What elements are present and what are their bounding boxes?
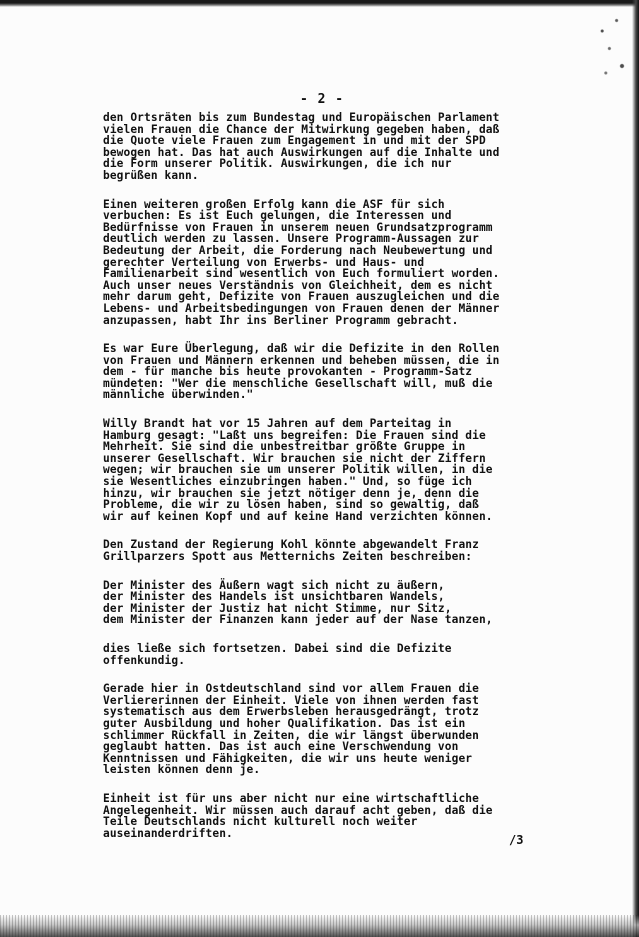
text-line: wegen; wir brauchen sie um unserer Politik willen, in die <box>103 463 493 477</box>
next-page-reference: /3 <box>509 833 524 847</box>
paragraph <box>103 580 535 626</box>
text-line: geglaubt hatten. Das ist auch eine Verschwendung von <box>103 740 459 754</box>
paragraph <box>103 343 535 401</box>
paragraph <box>103 683 535 776</box>
text-line: dem - für manche bis heute provokanten - Programm-Satz <box>103 365 473 379</box>
text-line: offenkundig. <box>103 653 186 667</box>
text-line: vielen Frauen die Chance der Mitwirkung gegeben haben, daß <box>103 122 500 136</box>
paragraph <box>103 643 535 666</box>
text-line: Kenntnissen und Fähigkeiten, die wir uns heute weniger <box>103 751 473 765</box>
text-line: Grillparzers Spott aus Metternichs Zeiten beschreiben: <box>103 550 473 563</box>
paragraph <box>103 539 535 562</box>
text-line: mündeten: "Wer die menschliche Gesellschaft will, muß die <box>103 376 493 390</box>
text-line: systematisch aus dem Erwerbsleben herausgedrängt, trotz <box>103 705 479 719</box>
text-line: Hamburg gesagt: "Laßt uns begreifen: Die Frauen sind die <box>103 428 486 442</box>
scan-bottom-edge <box>0 915 639 937</box>
text-line: Verliererinnen der Einheit. Viele von ihnen werden fast <box>103 693 479 707</box>
text-line: Bedürfnisse von Frauen in unserem neuen Grundsatzprogramm <box>103 220 493 234</box>
text-line: die Form unserer Politik. Auswirkungen, die ich nur <box>103 157 452 171</box>
text-line: schlimmer Rückfall in Zeiten, die wir längst überwunden <box>103 728 479 742</box>
document-body <box>103 112 535 856</box>
text-line: sie Wesentliches einzubringen haben." Und, so füge ich <box>103 475 473 489</box>
text-line: Lebens- und Arbeitsbedingungen von Frauen denen der Männer <box>103 301 500 315</box>
text-line: begrüßen kann. <box>103 168 199 182</box>
text-line: Familienarbeit sind wesentlich von Euch formuliert worden. <box>103 267 500 281</box>
text-line: deutlich werden zu lassen. Unsere Programm-Aussagen zur <box>103 232 479 246</box>
text-line: Bedeutung der Arbeit, die Forderung nach Neubewertung und <box>103 243 493 257</box>
text-line: unserer Gesellschaft. Wir brauchen sie nicht der Ziffern <box>103 451 486 465</box>
text-line: Probleme, die wir zu lösen haben, sind so gewaltig, daß <box>103 498 479 512</box>
text-line: guter Ausbildung und hoher Qualifikation. Das ist ein <box>103 716 466 730</box>
text-line: männliche überwinden." <box>103 388 254 402</box>
text-line: Der Minister des Äußern wagt sich nicht zu äußern, <box>103 578 445 592</box>
paragraph <box>103 112 535 182</box>
paragraph <box>103 199 535 327</box>
text-line: Gerade hier in Ostdeutschland sind vor allem Frauen die <box>103 682 479 696</box>
text-line: hinzu, wir brauchen sie jetzt nötiger denn je, denn die <box>103 486 479 500</box>
text-line: von Frauen und Männern erkennen und beheben müssen, die in <box>103 353 500 367</box>
text-line: den Ortsräten bis zum Bundestag und Europäischen Parlament <box>103 111 500 124</box>
scan-speckle <box>595 10 631 80</box>
scan-top-edge <box>0 0 639 7</box>
text-line: Auch unser neues Verständnis von Gleichheit, dem es nicht <box>103 278 493 292</box>
paragraph <box>103 418 535 522</box>
text-line: Den Zustand der Regierung Kohl könnte abgewandelt Franz <box>103 538 479 552</box>
text-line: Einheit ist für uns aber nicht nur eine wirtschaftliche <box>103 791 479 805</box>
text-line: Es war Eure Überlegung, daß wir die Defizite in den Rollen <box>103 342 500 356</box>
text-line: bewogen hat. Das hat auch Auswirkungen auf die Inhalte und <box>103 145 500 159</box>
text-line: verbuchen: Es ist Euch gelungen, die Interessen und <box>103 209 452 223</box>
text-line: dem Minister der Finanzen kann jeder auf der Nase tanzen, <box>103 613 493 627</box>
text-line: dies ließe sich fortsetzen. Dabei sind die Defizite <box>103 641 452 655</box>
text-line: auseinanderdriften. <box>103 826 233 840</box>
scan-right-edge <box>632 0 639 937</box>
text-line: leisten können denn je. <box>103 763 261 777</box>
paragraph <box>103 793 535 839</box>
text-line: gerechter Verteilung von Erwerbs- und Haus- und <box>103 255 425 269</box>
text-line: mehr darum geht, Defizite von Frauen auszugleichen und die <box>103 290 500 304</box>
text-line: wir auf keinen Kopf und auf keine Hand verzichten können. <box>103 509 493 523</box>
text-line: anzupassen, habt Ihr ins Berliner Programm gebracht. <box>103 313 459 327</box>
text-line: Angelegenheit. Wir müssen auch darauf acht geben, daß die <box>103 803 493 817</box>
text-line: Willy Brandt hat vor 15 Jahren auf dem Parteitag in <box>103 417 452 431</box>
text-line: Einen weiteren großen Erfolg kann die ASF für sich <box>103 197 445 211</box>
text-line: die Quote viele Frauen zum Engagement in und mit der SPD <box>103 134 486 148</box>
text-line: der Minister des Handels ist unsichtbaren Wandels, <box>103 590 445 604</box>
page-number: - 2 - <box>300 92 345 107</box>
text-line: der Minister der Justiz hat nicht Stimme, nur Sitz, <box>103 601 452 615</box>
text-line: Teile Deutschlands nicht kulturell noch weiter <box>103 815 418 829</box>
text-line: Mehrheit. Sie sind die unbestreitbar größte Gruppe in <box>103 440 466 454</box>
